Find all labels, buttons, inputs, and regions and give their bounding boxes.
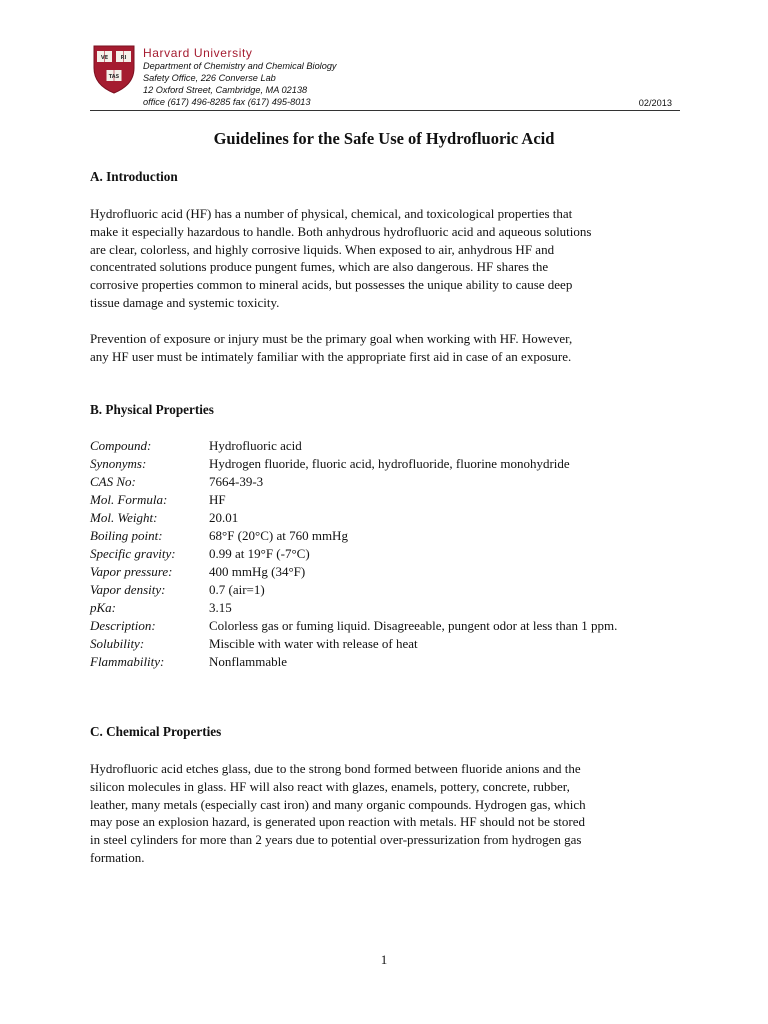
property-label: Flammability: <box>90 654 165 669</box>
property-label: Solubility: <box>90 636 145 651</box>
paragraph-line: are clear, colorless, and highly corrosive liquids. When exposed to air, anhydrous HF and <box>90 241 555 257</box>
property-row <box>90 473 679 491</box>
property-row <box>90 599 679 617</box>
property-row <box>90 437 679 455</box>
university-name: Harvard University <box>143 46 253 60</box>
shield-text-ri: RI <box>120 55 127 61</box>
property-value: Hydrofluoric acid <box>209 438 302 453</box>
department-name: Department of Chemistry and Chemical Biology <box>143 61 337 71</box>
paragraph-line: leather, many metals (especially cast iron) and many organic compounds. Hydrogen gas, which <box>90 796 586 812</box>
property-label: pKa: <box>90 600 116 615</box>
letterhead <box>143 46 337 108</box>
paragraph-line: silicon molecules in glass. HF will also react with glazes, enamels, pottery, concrete, rubber, <box>90 778 570 794</box>
property-row <box>90 455 679 473</box>
property-row <box>90 617 679 635</box>
property-value: Hydrogen fluoride, fluoric acid, hydrofluoride, fluorine monohydride <box>209 456 570 471</box>
property-label: Synonyms: <box>90 456 147 471</box>
header-divider <box>90 110 680 111</box>
paragraph-line: any HF user must be intimately familiar with the appropriate first aid in case of an exposure. <box>90 348 572 364</box>
page-number: 1 <box>380 952 388 967</box>
property-label: Specific gravity: <box>90 546 176 561</box>
property-value: Colorless gas or fuming liquid. Disagreeable, pungent odor at less than 1 ppm. <box>209 618 618 633</box>
document-date: 02/2013 <box>638 98 672 108</box>
property-label: Compound: <box>90 438 152 453</box>
paragraph-line: Prevention of exposure or injury must be the primary goal when working with HF. However, <box>90 331 573 346</box>
phone-fax: office (617) 496-8285 fax (617) 495-8013 <box>143 97 311 107</box>
property-row <box>90 653 679 671</box>
property-row <box>90 545 679 563</box>
property-label: Vapor pressure: <box>90 564 173 579</box>
section-c-heading: C. Chemical Properties <box>90 724 222 739</box>
section-b-heading: B. Physical Properties <box>90 402 214 417</box>
physical-properties-table <box>90 437 679 671</box>
property-value: 0.99 at 19°F (-7°C) <box>209 546 310 561</box>
property-row <box>90 509 679 527</box>
property-value: 7664-39-3 <box>209 474 264 489</box>
paragraph-line: tissue damage and systemic toxicity. <box>90 294 280 310</box>
paragraph-line: Hydrofluoric acid (HF) has a number of physical, chemical, and toxicological properties that <box>90 206 573 221</box>
property-row <box>90 581 679 599</box>
paragraph-line: make it especially hazardous to handle. Both anhydrous hydrofluoric acid and aqueous solutions <box>90 223 592 239</box>
section-a-paragraph-2 <box>90 330 690 366</box>
paragraph-line: may pose an explosion hazard, is generated upon reaction with metals. HF should not be stored <box>90 814 585 830</box>
section-a-heading: A. Introduction <box>90 169 178 184</box>
section-c-paragraph-1 <box>90 760 690 867</box>
property-value: Miscible with water with release of heat <box>209 636 418 651</box>
section-a-paragraph-1 <box>90 205 690 312</box>
harvard-shield-logo <box>92 44 136 94</box>
shield-text-tas: TAS <box>108 74 120 80</box>
property-row <box>90 563 679 581</box>
property-label: Boiling point: <box>90 528 163 543</box>
property-label: Mol. Weight: <box>90 510 158 525</box>
property-value: 20.01 <box>209 510 239 525</box>
property-value: 3.15 <box>209 600 232 615</box>
property-value: 400 mmHg (34°F) <box>209 564 306 579</box>
property-label: Mol. Formula: <box>90 492 168 507</box>
paragraph-line: corrosive properties common to mineral acids, but possesses the unique ability to cause deep <box>90 277 573 293</box>
shield-text-ve: VE <box>100 55 109 61</box>
paragraph-line: in steel cylinders for more than 2 years due to potential over-pressurization from hydrogen gas <box>90 832 582 848</box>
property-row <box>90 527 679 545</box>
paragraph-line: concentrated solutions produce pungent fumes, which are also dangerous. HF shares the <box>90 259 549 275</box>
property-label: Vapor density: <box>90 582 166 597</box>
street-address: 12 Oxford Street, Cambridge, MA 02138 <box>143 85 308 95</box>
property-value: 0.7 (air=1) <box>209 582 265 597</box>
property-value: Nonflammable <box>209 654 287 669</box>
property-value: HF <box>209 492 226 507</box>
paragraph-line: formation. <box>90 849 145 865</box>
document-title: Guidelines for the Safe Use of Hydrofluoric Acid <box>213 129 555 148</box>
property-value: 68°F (20°C) at 760 mmHg <box>209 528 348 543</box>
paragraph-line: Hydrofluoric acid etches glass, due to the strong bond formed between fluoride anions and the <box>90 761 581 776</box>
property-row <box>90 635 679 653</box>
property-label: CAS No: <box>90 474 136 489</box>
property-label: Description: <box>90 618 156 633</box>
property-row <box>90 491 679 509</box>
office-location: Safety Office, 226 Converse Lab <box>143 73 276 83</box>
